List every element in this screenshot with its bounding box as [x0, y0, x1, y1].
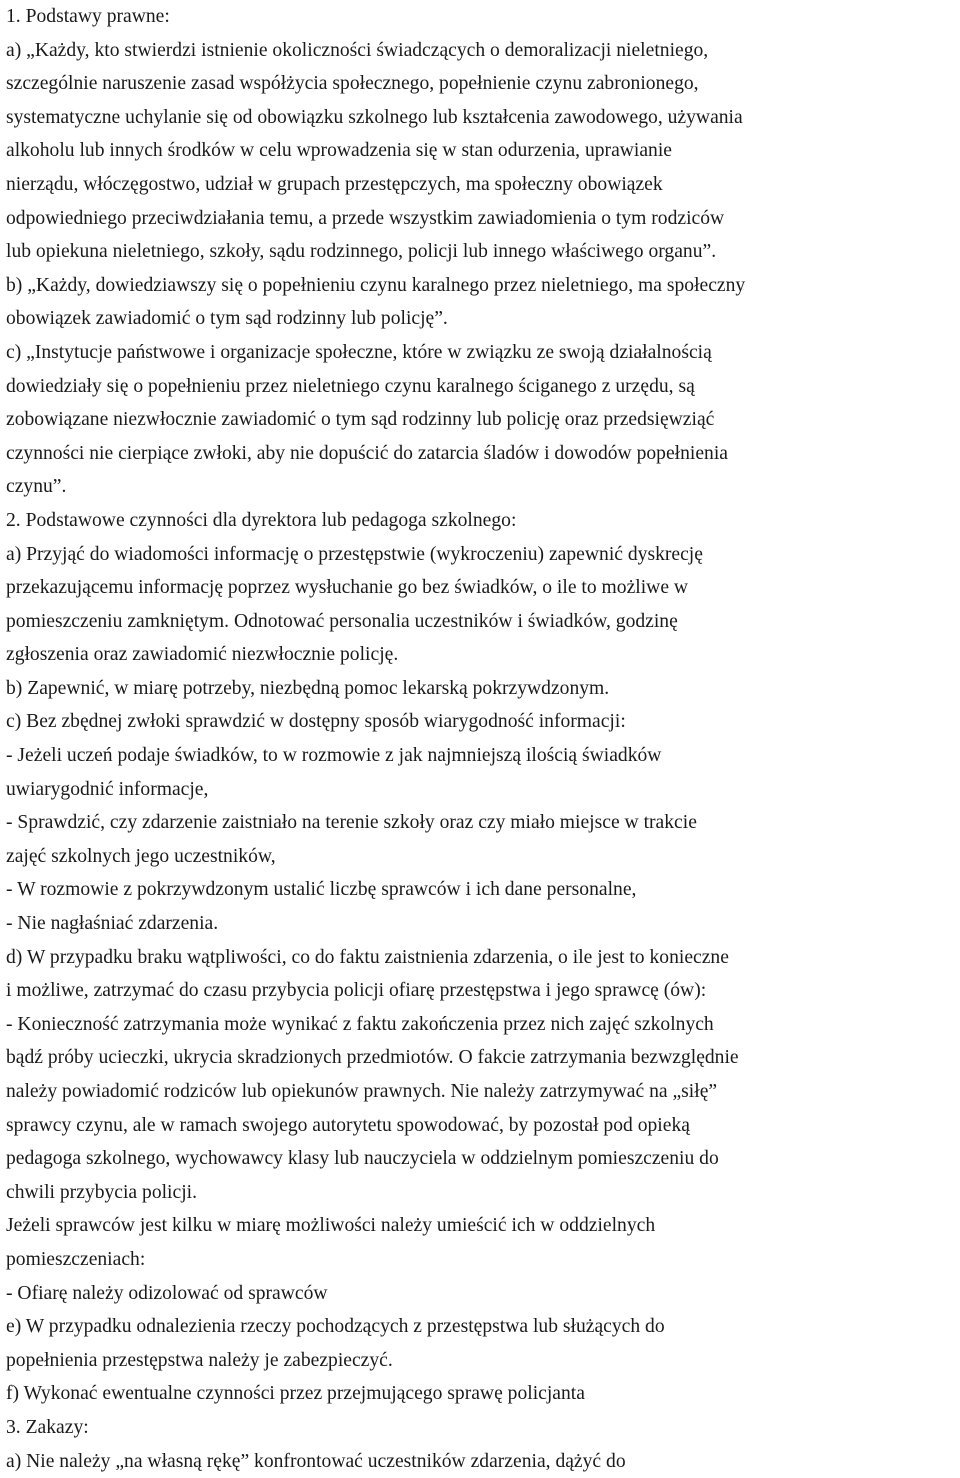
text-line: pomieszczeniu zamkniętym. Odnotować personalia uczestników i świadków, godzinę: [6, 610, 678, 632]
text-line: - Konieczność zatrzymania może wynikać z faktu zakończenia przez nich zajęć szkolnych: [6, 1013, 714, 1035]
text-line: a) „Każdy, kto stwierdzi istnienie okoliczności świadczących o demoralizacji nieletniego,: [6, 39, 709, 61]
text-line: lub opiekuna nieletniego, szkoły, sądu rodzinnego, policji lub innego właściwego organu”.: [6, 241, 717, 263]
text-line: czynu”.: [6, 476, 67, 498]
text-line: a) Nie należy „na własną rękę” konfrontować uczestników zdarzenia, dążyć do: [6, 1450, 626, 1472]
text-line: a) Przyjąć do wiadomości informację o przestępstwie (wykroczeniu) zapewnić dyskrecję: [6, 543, 703, 565]
text-line: zobowiązane niezwłocznie zawiadomić o tym sąd rodzinny lub policję oraz przedsięwziąć: [6, 409, 715, 431]
text-line: f) Wykonać ewentualne czynności przez przejmującego sprawę policjanta: [6, 1383, 585, 1405]
text-line: popełnienia przestępstwa należy je zabezpieczyć.: [6, 1349, 393, 1371]
section-heading: 3. Zakazy:: [6, 1416, 89, 1438]
text-line: przekazującemu informację poprzez wysłuchanie go bez świadków, o ile to możliwe w: [6, 577, 689, 599]
text-line: obowiązek zawiadomić o tym sąd rodzinny lub policję”.: [6, 308, 448, 330]
text-line: - Jeżeli uczeń podaje świadków, to w rozmowie z jak najmniejszą ilością świadków: [6, 745, 662, 767]
text-line: c) „Instytucje państwowe i organizacje społeczne, które w związku ze swoją działalnością: [6, 341, 712, 363]
text-line: systematyczne uchylanie się od obowiązku szkolnego lub kształcenia zawodowego, używania: [6, 106, 743, 128]
text-line: d) W przypadku braku wątpliwości, co do faktu zaistnienia zdarzenia, o ile jest to konieczne: [6, 946, 729, 968]
text-line: - Ofiarę należy odizolować od sprawców: [6, 1282, 328, 1304]
text-line: pedagoga szkolnego, wychowawcy klasy lub nauczyciela w oddzielnym pomieszczeniu do: [6, 1148, 719, 1170]
text-line: bądź próby ucieczki, ukrycia skradzionych przedmiotów. O fakcie zatrzymania bezwzględnie: [6, 1047, 739, 1069]
section-heading: 2. Podstawowe czynności dla dyrektora lub pedagoga szkolnego:: [6, 509, 517, 531]
text-line: czynności nie cierpiące zwłoki, aby nie dopuścić do zatarcia śladów i dowodów popełnienia: [6, 442, 728, 464]
text-line: zajęć szkolnych jego uczestników,: [6, 845, 276, 867]
text-line: odpowiedniego przeciwdziałania temu, a przede wszystkim zawiadomienia o tym rodziców: [6, 207, 725, 229]
text-line: e) W przypadku odnalezienia rzeczy pochodzących z przestępstwa lub służących do: [6, 1316, 665, 1338]
text-line: 1. Podstawy prawne:: [6, 6, 170, 27]
text-line: c) Bez zbędnej zwłoki sprawdzić w dostępny sposób wiarygodność informacji:: [6, 711, 626, 733]
text-line: i możliwe, zatrzymać do czasu przybycia policji ofiarę przestępstwa i jego sprawcę (ów):: [6, 980, 707, 1002]
text-line: b) „Każdy, dowiedziawszy się o popełnieniu czynu karalnego przez nieletniego, ma społeczny: [6, 274, 746, 296]
text-line: pomieszczeniach:: [6, 1248, 146, 1270]
text-line: uwiarygodnić informacje,: [6, 778, 209, 800]
text-line: nierządu, włóczęgostwo, udział w grupach przestępczych, ma społeczny obowiązek: [6, 173, 663, 195]
text-line: szczególnie naruszenie zasad współżycia społecznego, popełnienie czynu zabronionego,: [6, 73, 699, 95]
text-line: - Nie nagłaśniać zdarzenia.: [6, 913, 219, 935]
document-body: [6, 0, 956, 1478]
text-line: należy powiadomić rodziców lub opiekunów prawnych. Nie należy zatrzymywać na „siłę”: [6, 1081, 718, 1102]
text-line: dowiedziały się o popełnieniu przez nieletniego czynu karalnego ściganego z urzędu, są: [6, 375, 695, 397]
text-line: chwili przybycia policji.: [6, 1181, 197, 1203]
text-line: Jeżeli sprawców jest kilku w miarę możliwości należy umieścić ich w oddzielnych: [6, 1215, 656, 1237]
text-line: alkoholu lub innych środków w celu wprowadzenia się w stan odurzenia, uprawianie: [6, 140, 672, 162]
text-line: - Sprawdzić, czy zdarzenie zaistniało na terenie szkoły oraz czy miało miejsce w trakcie: [6, 812, 697, 834]
text-line: sprawcy czynu, ale w ramach swojego autorytetu spowodować, by pozostał pod opieką: [6, 1114, 690, 1136]
text-line: b) Zapewnić, w miarę potrzeby, niezbędną pomoc lekarską pokrzywdzonym.: [6, 677, 610, 699]
text-line: - W rozmowie z pokrzywdzonym ustalić liczbę sprawców i ich dane personalne,: [6, 879, 637, 901]
text-line: zgłoszenia oraz zawiadomić niezwłocznie policję.: [6, 644, 399, 666]
